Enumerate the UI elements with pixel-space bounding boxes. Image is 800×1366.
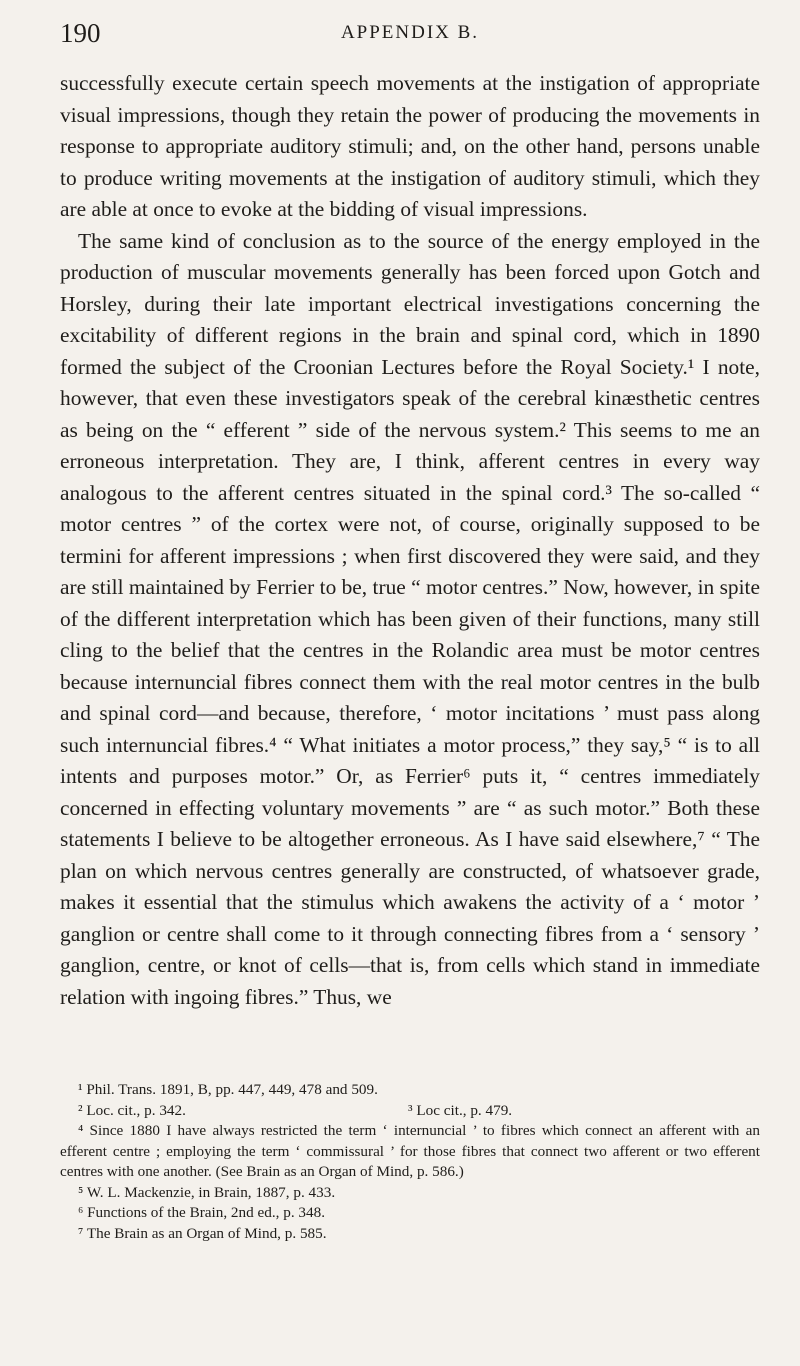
page-number: 190 [60, 18, 101, 48]
paragraph-2: The same kind of conclusion as to the source of the energy employed in the production of muscular movements generally has been forced upon Gotch and Horsley, during their late important electrical investigations concerning the excitability of different regions in the brain and spinal cord, which in 1890 formed the subject of the Croonian Lectures before the Royal Society.¹ I note, however, that even these investigators speak of the cerebral kinæsthetic centres as being on the “ efferent ” side of the nervous system.² This seems to me an erroneous interpretation. They are, I think, afferent centres in every way analogous to the afferent centres situated in the spinal cord.³ The so-called “ motor centres ” of the cortex were not, of course, originally supposed to be termini for afferent impressions ; when first discovered they were said, and they are still maintained by Ferrier to be, true “ motor centres.” Now, however, in spite of the different interpretation which has been given of their functions, many still cling to the belief that the centres in the Rolandic area must be motor centres because internuncial fibres connect them with the real motor centres in the bulb and spinal cord—and because, therefore, ‘ motor incitations ’ must pass along such internuncial fibres.⁴ “ What initiates a motor process,” they say,⁵ “ is to all intents and purposes motor.” Or, as Ferrier⁶ puts it, “ centres immediately concerned in effecting voluntary movements ” are “ as such motor.” Both these statements I believe to be altogether erroneous. As I have said elsewhere,⁷ “ The plan on which nervous centres generally are constructed, of whatsoever grade, makes it essential that the stimulus which awakens the activity of a ‘ motor ’ ganglion or centre shall come to it through connecting fibres from a ‘ sensory ’ ganglion, centre, or knot of cells—that is, from cells which stand in immediate relation with ingoing fibres.” Thus, we [60, 228, 760, 1009]
running-head: APPENDIX B. [340, 22, 480, 43]
page-header [60, 18, 760, 58]
footnote-2: ² Loc. cit., p. 342. [78, 1101, 186, 1119]
footnote-row-2-3 [60, 1101, 760, 1122]
footnotes [60, 1080, 760, 1244]
footnote-7: ⁷ The Brain as an Organ of Mind, p. 585. [78, 1224, 327, 1242]
paragraph-1: successfully execute certain speech movements at the instigation of appropriate visual impressions, though they retain the power of producing the movements in response to appropriate auditory stimuli; and, on the other hand, persons unable to produce writing movements at the instigation of auditory stimuli, which they are able at once to evoke at the bidding of visual impressions. [60, 71, 760, 221]
body-text [60, 68, 760, 1013]
footnote-1: ¹ Phil. Trans. 1891, B, pp. 447, 449, 478 and 509. [78, 1081, 378, 1098]
footnote-3: ³ Loc cit., p. 479. [408, 1101, 513, 1119]
footnote-6: ⁶ Functions of the Brain, 2nd ed., p. 348. [78, 1204, 326, 1221]
footnote-4: ⁴ Since 1880 I have always restricted the term ‘ internuncial ’ to fibres which connect an afferent with an efferent centre ; employing the term ‘ commissural ’ for those fibres that connect two afferent or two efferent centres with one another. (See Brain as an Organ of Mind, p. 586.) [60, 1122, 760, 1180]
footnote-5: ⁵ W. L. Mackenzie, in Brain, 1887, p. 433. [78, 1183, 336, 1201]
